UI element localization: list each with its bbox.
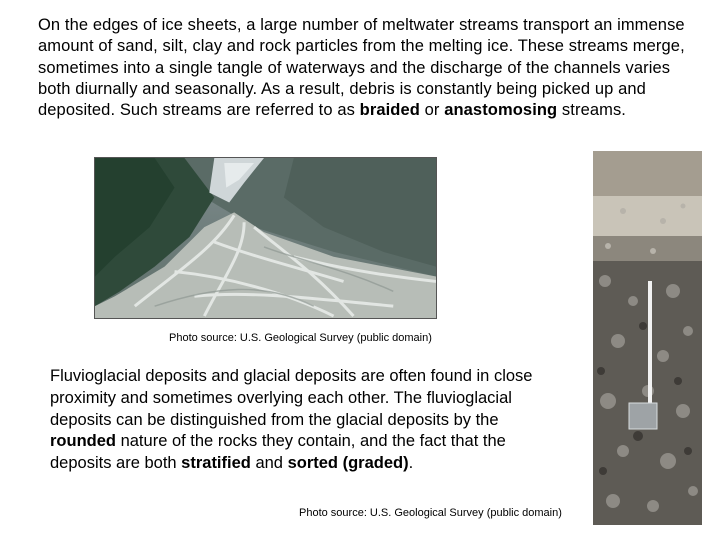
photo2-caption: Photo source: U.S. Geological Survey (public domain) [299, 507, 562, 519]
text-segment: nature of the rocks they contain, and the fact that the deposits are both [50, 432, 506, 473]
text-segment: or [419, 101, 445, 120]
braided-streams-paragraph [38, 15, 698, 121]
term-stratified: stratified [181, 454, 251, 473]
gravel-deposit-photo [593, 151, 702, 525]
text-segment: . [408, 454, 414, 473]
stratified-gravel-deposit-icon [593, 151, 702, 525]
term-rounded: rounded [50, 432, 116, 451]
text-segment: streams. [557, 101, 626, 120]
text-segment: On the edges of ice sheets, a large number of meltwater streams transport an immense amount of sand, silt, clay and rock particles from the melting ice. These streams merge, sometimes into a single tangle of waterways and the discharge of the channels varies both diurnally and seasonally. As a result, debris is constantly being picked up and deposited. Such streams are referred to as [38, 16, 685, 120]
term-sorted-graded: sorted (graded) [287, 454, 409, 473]
fluvioglacial-paragraph [50, 366, 560, 475]
text-segment: and [250, 454, 288, 473]
term-anastomosing: anastomosing [444, 101, 558, 120]
term-braided: braided [359, 101, 420, 120]
braided-stream-landscape-icon [95, 158, 436, 318]
text-segment: Fluvioglacial deposits and glacial deposits are often found in close proximity and sometimes overlying each other. The fluvioglacial deposits can be distinguished from the glacial deposits by the [50, 367, 533, 429]
braided-stream-photo [94, 157, 437, 319]
photo1-caption: Photo source: U.S. Geological Survey (public domain) [169, 332, 432, 344]
